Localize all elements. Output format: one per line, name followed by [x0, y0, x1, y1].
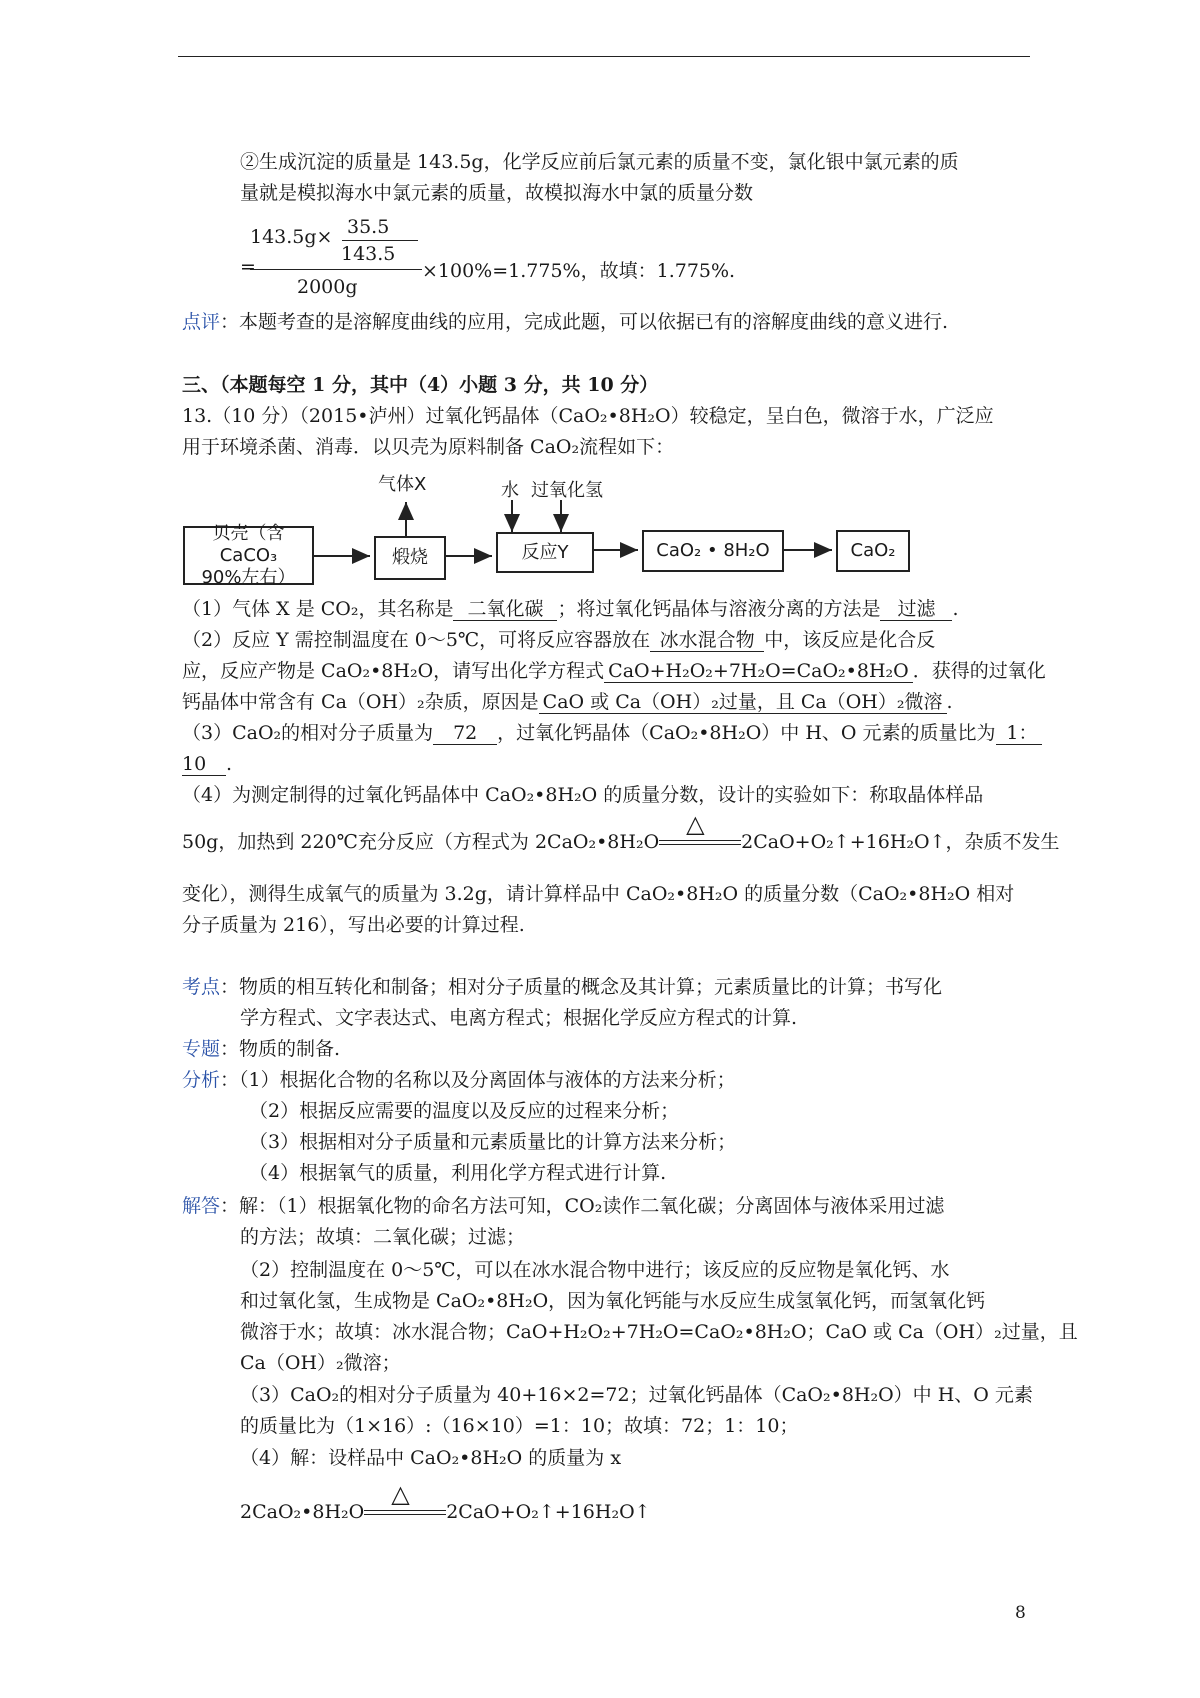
jieda-line-3: （2）控制温度在 0～5℃，可以在冰水混合物中进行；该反应的反应物是氧化钙、水 [240, 1259, 950, 1281]
jieda-line-2: 的方法；故填：二氧化碳；过滤； [240, 1226, 526, 1248]
jieda-delta-sign [364, 1480, 446, 1524]
section-title: 三、（本题每空 1 分，其中（4）小题 3 分，共 10 分） [182, 374, 659, 396]
jieda-label: 解答 [182, 1195, 221, 1217]
kaodian-text-1: ：物质的相互转化和制备；相对分子质量的概念及其计算；元素质量比的计算；书写化 [220, 976, 943, 998]
fenxi-text-1: ：（1）根据化合物的名称以及分离固体与液体的方法来分析； [220, 1069, 736, 1091]
box-calcine: 煅烧 [374, 536, 446, 580]
jieda-equation-right: 2CaO+O₂↑+16H₂O↑ [446, 1501, 651, 1523]
fenxi-label: 分析 [182, 1069, 221, 1091]
jieda-line-4: 和过氧化氢，生成物是 CaO₂•8H₂O，因为氧化钙能与水反应生成氢氧化钙，而氢氧化钙 [240, 1290, 986, 1312]
zhuanti [182, 1037, 340, 1061]
part-1-middle: ；将过氧化钙晶体与溶液分离的方法是 [557, 598, 881, 620]
delta-icon: △ [686, 810, 705, 838]
part-1-answer-1: 二氧化碳 [453, 598, 557, 621]
gas-x-label: 气体X [378, 474, 427, 495]
part-4-line-2 [182, 810, 1060, 854]
jieda-equation [240, 1480, 651, 1524]
part-3-answer-2: 1： [996, 722, 1042, 745]
part-3-post: . [226, 753, 233, 775]
question-13-line-2: 用于环境杀菌、消毒．以贝壳为原料制备 CaO₂流程如下： [182, 436, 675, 458]
fenxi-line-2: （2）根据反应需要的温度以及反应的过程来分析； [249, 1100, 680, 1122]
part-1-answer-2: 过滤 [880, 598, 952, 621]
box-shell-line-2: 90%左右） [201, 566, 296, 588]
box-shell-line-1: 贝壳（含CaCO₃ [212, 522, 285, 566]
box-crystal: CaO₂ • 8H₂O [642, 530, 784, 572]
part-2-line-2 [182, 659, 1046, 683]
part-3-line-2 [182, 752, 232, 776]
zhuanti-text: ：物质的制备. [220, 1038, 341, 1060]
comment-label: 点评 [182, 311, 221, 333]
part-1-prompt: （1）气体 X 是 CO₂，其名称是 [182, 598, 454, 620]
part-2-prompt-1: （2）反应 Y 需控制温度在 0～5℃，可将反应容器放在 [182, 629, 651, 651]
jieda-line-7: （3）CaO₂的相对分子质量为 40+16×2=72；过氧化钙晶体（CaO₂•8H₂O）中 H、O 元素 [240, 1384, 1033, 1406]
part-2-post-3: . [946, 691, 953, 713]
box-shell [183, 522, 314, 588]
part-3-answer-1: 72 [433, 722, 497, 745]
part-2-post-2: ．获得的过氧化 [912, 660, 1046, 682]
kaodian-label: 考点 [182, 976, 221, 998]
comment-text: ：本题考查的是溶解度曲线的应用，完成此题，可以依据已有的溶解度曲线的意义进行. [220, 311, 949, 333]
part-2-prompt-3: 钙晶体中常含有 Ca（OH）₂杂质，原因是 [182, 691, 539, 713]
part-4-line-4: 分子质量为 216），写出必要的计算过程. [182, 914, 525, 936]
fraction-result: ×100%=1.775%，故填：1.775%. [422, 260, 736, 282]
fenxi-line-1 [182, 1068, 736, 1092]
delta-icon: △ [391, 1480, 410, 1508]
h2o2-label: 过氧化氢 [531, 480, 603, 501]
fenxi-line-4: （4）根据氧气的质量，利用化学方程式进行计算. [249, 1162, 667, 1184]
part-4-equation-left: 50g，加热到 220℃充分反应（方程式为 2CaO₂•8H₂O [182, 831, 660, 853]
part-3-prompt-1: （3）CaO₂的相对分子质量为 [182, 722, 434, 744]
part-4-line-1: （4）为测定制得的过氧化钙晶体中 CaO₂•8H₂O 的质量分数，设计的实验如下：称取晶体样品 [182, 784, 984, 806]
part-2-post-1: 中，该反应是化合反 [764, 629, 936, 651]
page-number: 8 [1015, 1603, 1026, 1623]
jieda-text-1: ：解：（1）根据氧化物的命名方法可知，CO₂读作二氧化碳；分离固体与液体采用过滤 [220, 1195, 945, 1217]
jieda-line-6: Ca（OH）₂微溶； [240, 1352, 401, 1374]
part-4-equation-right: 2CaO+O₂↑+16H₂O↑，杂质不发生 [741, 831, 1060, 853]
fraction-numerator-left: 143.5g× [250, 226, 333, 248]
part-1-end: . [952, 598, 959, 620]
kaodian-line-1 [182, 975, 942, 999]
jieda-line-8: 的质量比为（1×16）:（16×10）=1：10；故填：72；1：10； [240, 1415, 799, 1437]
part-2-line-1 [182, 628, 935, 652]
fraction-denominator: 2000g [297, 276, 358, 298]
jieda-equation-left: 2CaO₂•8H₂O [240, 1501, 365, 1523]
answer-line-1: ②生成沉淀的质量是 143.5g，化学反应前后氯元素的质量不变，氯化银中氯元素的质 [240, 151, 959, 173]
box-cao2: CaO₂ [836, 530, 910, 572]
part-3-answer-2-cont: 10 [182, 753, 226, 776]
fraction-inner-denominator: 143.5 [341, 243, 396, 265]
heating-delta-sign [659, 810, 741, 854]
kaodian-line-2: 学方程式、文字表达式、电离方程式；根据化学反应方程式的计算. [240, 1007, 798, 1029]
fraction-equals: = [240, 256, 256, 278]
part-2-line-3 [182, 690, 953, 714]
part-4-line-3: 变化），测得生成氧气的质量为 3.2g，请计算样品中 CaO₂•8H₂O 的质量分数（CaO₂•8H₂O 相对 [182, 883, 1015, 905]
question-13-line-1: 13.（10 分）（2015•泸州）过氧化钙晶体（CaO₂•8H₂O）较稳定，呈白色，微溶于水，广泛应 [182, 405, 994, 427]
jieda-line-1 [182, 1194, 944, 1218]
flow-arrows [0, 0, 1200, 600]
jieda-line-9: （4）解：设样品中 CaO₂•8H₂O 的质量为 x [240, 1447, 622, 1469]
water-label: 水 [501, 480, 519, 501]
part-2-answer-1: 冰水混合物 [650, 629, 764, 652]
jieda-line-5: 微溶于水；故填：冰水混合物；CaO+H₂O₂+7H₂O=CaO₂•8H₂O；CaO 或 Ca（OH）₂过量，且 [240, 1321, 1078, 1343]
part-3-middle: ，过氧化钙晶体（CaO₂•8H₂O）中 H、O 元素的质量比为 [497, 722, 996, 744]
box-reaction-y: 反应Y [496, 532, 594, 573]
part-2-prompt-2: 应，反应产物是 CaO₂•8H₂O，请写出化学方程式 [182, 660, 605, 682]
part-3-line-1 [182, 721, 1042, 745]
part-2-answer-reason: CaO 或 Ca（OH）₂过量，且 Ca（OH）₂微溶 [539, 691, 947, 714]
fenxi-line-3: （3）根据相对分子质量和元素质量比的计算方法来分析； [249, 1131, 737, 1153]
part-1 [182, 597, 959, 621]
part-2-answer-equation: CaO+H₂O₂+7H₂O=CaO₂•8H₂O [604, 660, 913, 683]
fraction-inner-numerator: 35.5 [347, 216, 390, 238]
zhuanti-label: 专题 [182, 1038, 221, 1060]
answer-line-2: 量就是模拟海水中氯元素的质量，故模拟海水中氯的质量分数 [240, 182, 754, 204]
